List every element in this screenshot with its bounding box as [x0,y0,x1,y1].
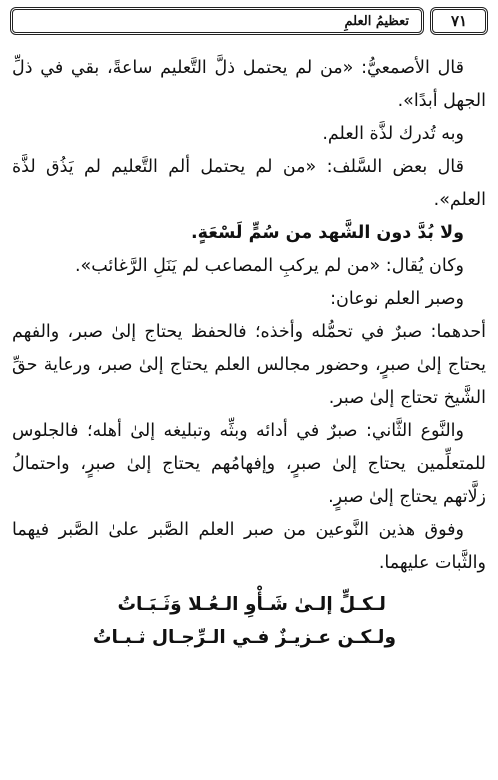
running-header [10,7,488,39]
page-number: ٧١ [450,12,468,30]
paragraph-pleasure: وبه تُدرك لذَّة العلم. [322,124,464,144]
paragraph-saying: وكان يُقال: «من لم يركبِ المصاعب لم يَنَلِ الرَّغائب». [74,256,464,276]
page-body [12,52,486,654]
poem-verse [12,588,486,654]
page-number-frame [430,7,488,35]
paragraph-first-type: أحدهما: صبرٌ في تحمُّله وأخذه؛ فالحفظ يحتاج إلىٰ صبر، والفهم يحتاج إلىٰ صبرٍ، وحضور مجالس العلم يحتاج إلىٰ صبر، ورعاية حقِّ الشَّيخ تحتاج إلىٰ صبر. [12,322,486,408]
book-title: تعظيمُ العلمِ [344,13,409,29]
paragraph-second-type: والنَّوع الثَّاني: صبرٌ في أدائه وبثِّه وتبليغه إلىٰ أهله؛ فالجلوس للمتعلِّمين يحتاج إلىٰ صبرٍ، وإفهامُهم يحتاج إلىٰ صبرٍ، واحتمالُ زلَّاتهم يحتاج إلىٰ صبرٍ. [12,421,486,507]
poem-line-1: لـكـلٍّ إلـىٰ شَـأْوِ الـعُـلا وَثَـبَـاتُ [117,594,386,615]
paragraph-two-types: وصبر العلم نوعان: [330,289,464,309]
paragraph-asmai-quote: قال الأصمعيُّ: «من لم يحتمل ذلَّ التَّعليم ساعةً، بقي في ذلِّ الجهل أبدًا». [12,58,486,111]
paragraph-above-both: وفوق هذين النَّوعين من صبر العلم الصَّبر علىٰ الصَّبر فيهما والثَّبات عليهما. [12,520,486,573]
proverb-line: ولا بُدَّ دون الشَّهد من سُمٍّ لَسْعَةٍ. [190,223,464,243]
book-title-frame [10,7,424,35]
poem-line-2: ولـكـن عـزيـزٌ فـي الـرِّجـال ثـبـاتُ [92,627,396,648]
paragraph-salaf-quote: قال بعض السَّلف: «من لم يحتمل ألم التَّعليم لم يَذُق لذَّة العلم». [12,157,486,210]
